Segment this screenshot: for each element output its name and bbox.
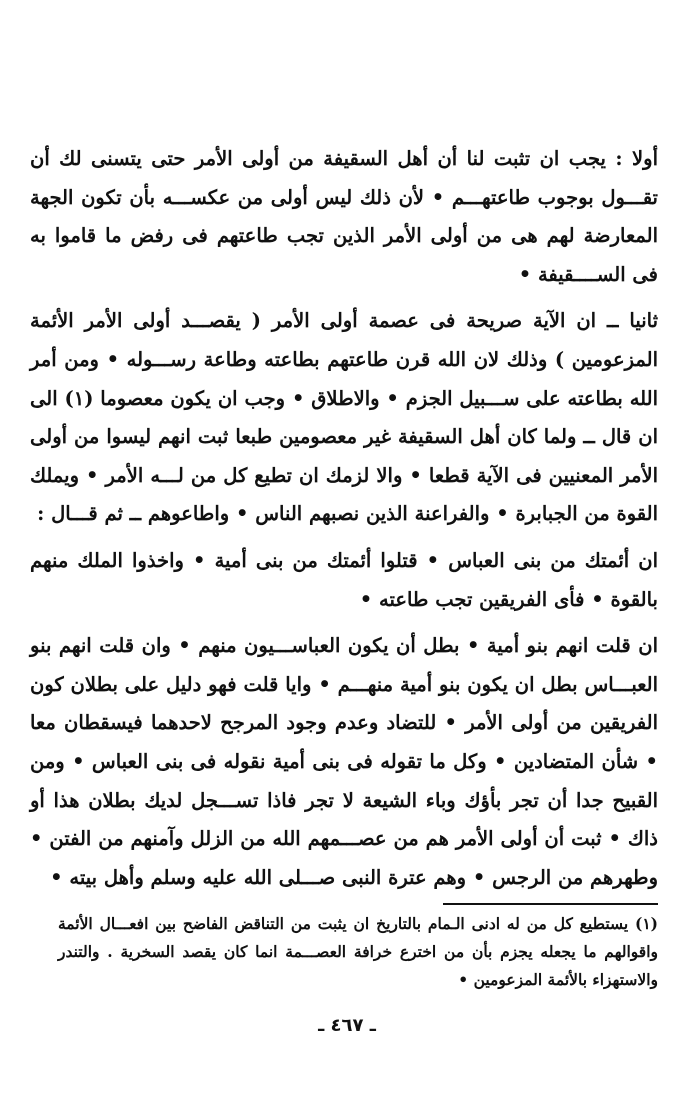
- paragraph-first: أولا : يجب ان تثبت لنا أن أهل السقيفة من أولى الأمر حتى يتسنى لك أن تقـــول بوجوب طاعتهـــم • لأن ذلك ليس أولى من عكســـه بأن تكون الجهة المعارضة لهم هى من أولى الأمر الذين تجب طاعتهم فى رفض ما قاموا به فى الســــقيفة •: [30, 147, 658, 286]
- paragraph-fourth: ان قلت انهم بنو أمية • بطل أن يكون العباســـيون منهم • وان قلت انهم بنو العبـــاس بطل ان يكون بنو أمية منهـــم • وايا قلت فهو دليل على بطلان كون الفريقين من أولى الأمر • للتضاد وعدم وجود المرجح لاحدهما فيسقطان معا • شأن المتضادين • وكل ما تقوله فى بنى أمية نقوله فى بنى العباس • ومن القبيح جدا أن تجر بأؤك وباء الشيعة لا تجر فاذا تســـجل لديك بطلان هذا أو ذاك • ثبت أن أولى الأمر هم من عصـــمهم الله من الزلل وآمنهم من الفتن • وطهرهم من الرجس • وهم عترة النبى صـــلى الله عليه وسلم وأهل بيته •: [30, 634, 658, 889]
- footnote-divider: [443, 903, 658, 905]
- main-text: [30, 140, 658, 897]
- paragraph-third: ان أئمتك من بنى العباس • قتلوا أئمتك من بنى أمية • واخذوا الملك منهم بالقوة • فأى الفريقين تجب طاعته •: [30, 548, 658, 611]
- footnote: (١) يستطيع كل من له ادنى الـمام بالتاريخ ان يثبت من التناقض الفاضح بين افعـــال الأئمة واقوالهم ما يجعله يجزم بأن من اخترع خرافة العصـــمة انما كان يقصد السخرية . والتندر والاستهزاء بالأئمة المزعومين •: [58, 914, 658, 989]
- page-number: ـ ٤٦٧ ـ: [318, 1015, 376, 1036]
- paragraph-second: ثانيا ــ ان الآية صريحة فى عصمة أولى الأمر ( يقصـــد أولى الأمر الأئمة المزعومين ) وذلك لان الله قرن طاعتهم بطاعته وطاعة رســـوله • ومن أمر الله بطاعته على ســـبيل الجزم • والاطلاق • وجب ان يكون معصوما (١) الى ان قال ــ ولما كان أهل السقيفة غير معصومين طبعا ثبت انهم ليسوا من أولى الأمر المعنيين فى الآية قطعا • والا لزمك ان تطيع كل من لـــه الأمر • ويملك القوة من الجبابرة • والفراعنة الذين نصبهم الناس • واطاعوهم ــ ثم قـــال :: [30, 309, 658, 526]
